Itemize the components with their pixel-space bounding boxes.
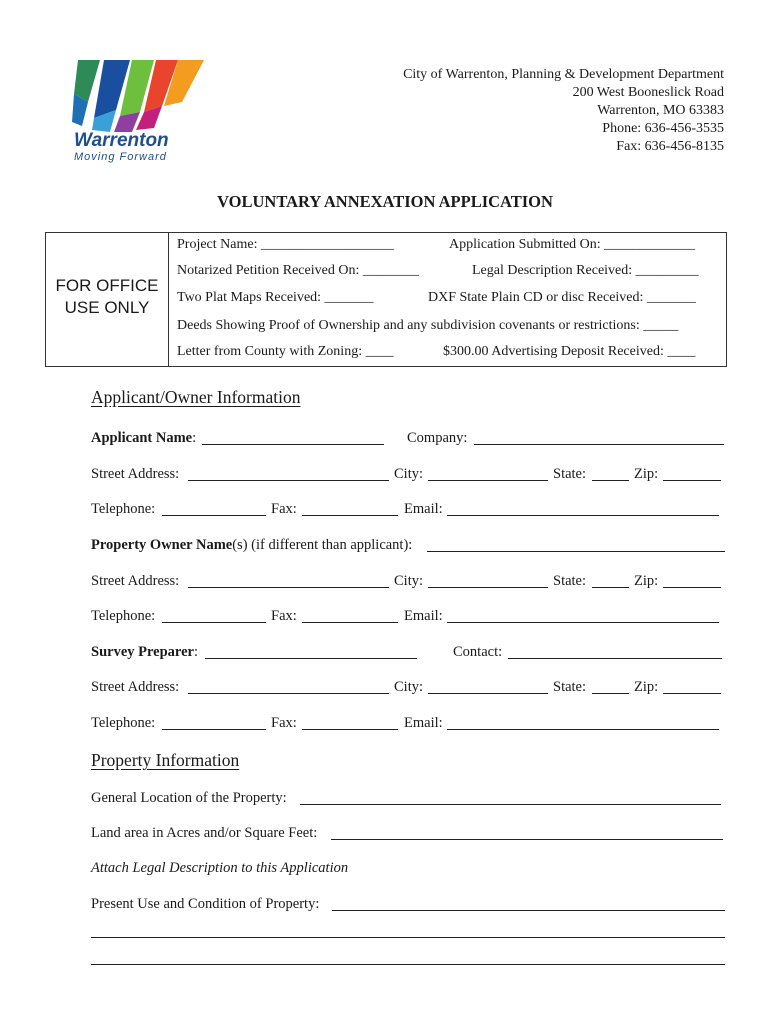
telephone-input[interactable] [162, 515, 266, 516]
survey-preparer-label: Survey Preparer: [91, 644, 198, 660]
city-label: City: [394, 466, 424, 482]
preparer-email-input[interactable] [447, 729, 719, 730]
preparer-state-input[interactable] [592, 693, 629, 694]
preparer-city-label: City: [394, 679, 424, 695]
present-use-input-line-2[interactable] [91, 937, 725, 938]
owner-zip-input[interactable] [663, 587, 721, 588]
notarized-petition-field[interactable]: Notarized Petition Received On: ________ [177, 263, 419, 278]
preparer-street-input[interactable] [188, 693, 389, 694]
logo-name: Warrenton [74, 130, 169, 151]
dxf-field[interactable]: DXF State Plain CD or disc Received: _______ [428, 290, 696, 305]
preparer-zip-label: Zip: [634, 679, 659, 695]
general-location-input[interactable] [300, 804, 721, 805]
department-address [403, 66, 724, 156]
telephone-label: Telephone: [91, 501, 156, 517]
office-label-line: FOR OFFICE [55, 276, 159, 295]
general-location-label: General Location of the Property: [91, 790, 287, 806]
header-line: 200 West Booneslick Road [572, 85, 724, 100]
preparer-street-label: Street Address: [91, 679, 180, 695]
application-submitted-field[interactable]: Application Submitted On: _____________ [449, 237, 696, 252]
present-use-input[interactable] [332, 910, 725, 911]
header-line: Fax: 636-456-8135 [616, 139, 724, 154]
logo-tagline: Moving Forward [74, 151, 167, 163]
land-area-input[interactable] [331, 839, 723, 840]
owner-telephone-input[interactable] [162, 622, 266, 623]
present-use-label: Present Use and Condition of Property: [91, 896, 320, 912]
property-section-heading: Property Information [91, 750, 240, 770]
preparer-telephone-label: Telephone: [91, 715, 156, 731]
company-label: Company: [407, 430, 468, 446]
preparer-fax-input[interactable] [302, 729, 398, 730]
preparer-email-label: Email: [404, 715, 443, 731]
legal-description-field[interactable]: Legal Description Received: _________ [472, 263, 699, 278]
owner-fax-input[interactable] [302, 622, 398, 623]
email-label: Email: [404, 501, 443, 517]
office-use-box [45, 232, 727, 367]
owner-email-label: Email: [404, 608, 443, 624]
owner-fax-label: Fax: [271, 608, 297, 624]
fax-input[interactable] [302, 515, 398, 516]
zip-input[interactable] [663, 480, 721, 481]
street-input[interactable] [188, 480, 389, 481]
owner-street-label: Street Address: [91, 573, 180, 589]
owner-telephone-label: Telephone: [91, 608, 156, 624]
attach-legal-note: Attach Legal Description to this Application [91, 860, 349, 876]
owner-city-label: City: [394, 573, 424, 589]
preparer-state-label: State: [553, 679, 587, 695]
applicant-name-label: Applicant Name: [91, 430, 197, 446]
contact-label: Contact: [453, 644, 503, 660]
owner-name-input[interactable] [427, 551, 725, 552]
owner-street-input[interactable] [188, 587, 389, 588]
city-input[interactable] [428, 480, 548, 481]
land-area-label: Land area in Acres and/or Square Feet: [91, 825, 318, 841]
company-input[interactable] [474, 444, 724, 445]
email-input[interactable] [447, 515, 719, 516]
fax-label: Fax: [271, 501, 297, 517]
owner-zip-label: Zip: [634, 573, 659, 589]
state-input[interactable] [592, 480, 629, 481]
plat-maps-field[interactable]: Two Plat Maps Received: _______ [177, 290, 374, 305]
preparer-city-input[interactable] [428, 693, 548, 694]
survey-preparer-input[interactable] [205, 658, 417, 659]
state-label: State: [553, 466, 587, 482]
owner-state-label: State: [553, 573, 587, 589]
present-use-input-line-3[interactable] [91, 964, 725, 965]
preparer-fax-label: Fax: [271, 715, 297, 731]
project-name-field[interactable]: Project Name: ___________________ [177, 237, 394, 252]
preparer-telephone-input[interactable] [162, 729, 266, 730]
owner-name-label: Property Owner Name(s) (if different than applicant): [91, 537, 413, 553]
owner-state-input[interactable] [592, 587, 629, 588]
contact-input[interactable] [508, 658, 722, 659]
office-box-divider [168, 233, 169, 366]
owner-email-input[interactable] [447, 622, 719, 623]
county-zoning-field[interactable]: Letter from County with Zoning: ____ [177, 344, 394, 359]
header-line: Phone: 636-456-3535 [602, 121, 724, 136]
owner-city-input[interactable] [428, 587, 548, 588]
office-label-line: USE ONLY [64, 298, 150, 317]
street-label: Street Address: [91, 466, 180, 482]
office-use-label [46, 275, 168, 319]
applicant-section-heading: Applicant/Owner Information [91, 387, 301, 407]
header-line: Warrenton, MO 63383 [597, 103, 724, 118]
applicant-name-input[interactable] [202, 444, 384, 445]
deposit-field[interactable]: $300.00 Advertising Deposit Received: ____ [443, 344, 696, 359]
page-title: VOLUNTARY ANNEXATION APPLICATION [217, 192, 553, 211]
zip-label: Zip: [634, 466, 659, 482]
preparer-zip-input[interactable] [663, 693, 721, 694]
header-line: City of Warrenton, Planning & Development Department [403, 67, 724, 82]
deeds-field[interactable]: Deeds Showing Proof of Ownership and any subdivision covenants or restrictions: _____ [177, 318, 679, 333]
